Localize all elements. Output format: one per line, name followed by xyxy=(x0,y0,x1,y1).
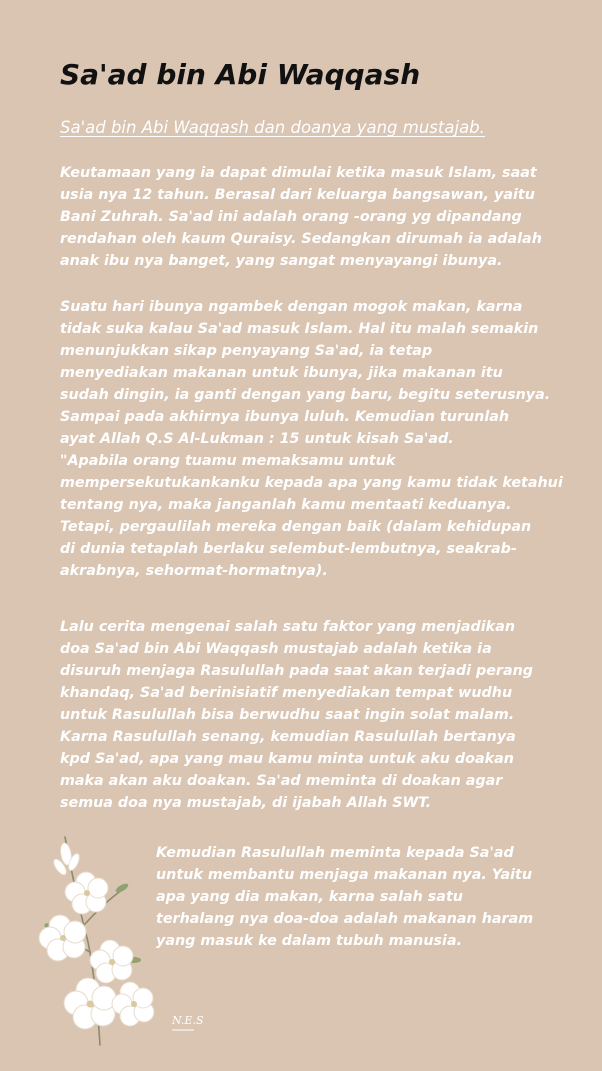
text-line: Sampai pada akhirnya ibunya luluh. Kemudian turunlah xyxy=(60,409,510,425)
signature-underline xyxy=(172,1028,194,1032)
text-line: Karna Rasulullah senang, kemudian Rasulullah bertanya xyxy=(60,729,516,745)
text-line: Tetapi, pergaulilah mereka dengan baik (dalam kehidupan xyxy=(60,519,532,535)
paragraph-4 xyxy=(156,842,556,952)
text-line: untuk membantu menjaga makanan nya. Yaitu xyxy=(156,867,533,883)
text-line: menyediakan makanan untuk ibunya, jika makanan itu xyxy=(60,365,503,381)
signature-text: N.E.S xyxy=(172,1014,204,1027)
text-line: sudah dingin, ia ganti dengan yang baru, begitu seterusnya. xyxy=(60,387,551,403)
text-line: terhalang nya doa-doa adalah makanan haram xyxy=(156,911,534,927)
text-line: apa yang dia makan, karna salah satu xyxy=(156,889,463,905)
text-line: maka akan aku doakan. Sa'ad meminta di doakan agar xyxy=(60,773,503,789)
text-line: rendahan oleh kaum Quraisy. Sedangkan dirumah ia adalah xyxy=(60,231,542,247)
text-line: anak ibu nya banget, yang sangat menyayangi ibunya. xyxy=(60,253,503,269)
text-line: usia nya 12 tahun. Berasal dari keluarga bangsawan, yaitu xyxy=(60,187,535,203)
text-line: akrabnya, sehormat-hormatnya). xyxy=(60,563,328,579)
text-line: Keutamaan yang ia dapat dimulai ketika masuk Islam, saat xyxy=(60,165,537,181)
text-line: "Apabila orang tuamu memaksamu untuk xyxy=(60,453,396,469)
text-line: yang masuk ke dalam tubuh manusia. xyxy=(156,933,463,949)
text-line: menunjukkan sikap penyayang Sa'ad, ia tetap xyxy=(60,343,433,359)
text-line: tidak suka kalau Sa'ad masuk Islam. Hal itu malah semakin xyxy=(60,321,539,337)
paragraph-2 xyxy=(60,296,563,582)
text-line: Kemudian Rasulullah meminta kepada Sa'ad xyxy=(156,845,514,861)
text-line: tentang nya, maka janganlah kamu mentaati keduanya. xyxy=(60,497,512,513)
text-line: semua doa nya mustajab, di ijabah Allah SWT. xyxy=(60,795,432,811)
text-line: Bani Zuhrah. Sa'ad ini adalah orang -orang yg dipandang xyxy=(60,209,522,225)
page-title: Sa'ad bin Abi Waqqash xyxy=(60,58,421,91)
text-line: khandaq, Sa'ad berinisiatif menyediakan tempat wudhu xyxy=(60,685,513,701)
paragraph-1 xyxy=(60,162,550,272)
white-flowers-illustration xyxy=(30,832,170,1047)
text-line: doa Sa'ad bin Abi Waqqash mustajab adalah ketika ia xyxy=(60,641,492,657)
text-line: Lalu cerita mengenai salah satu faktor yang menjadikan xyxy=(60,619,516,635)
text-line: kpd Sa'ad, apa yang mau kamu minta untuk aku doakan xyxy=(60,751,514,767)
text-line: ayat Allah Q.S Al-Lukman : 15 untuk kisah Sa'ad. xyxy=(60,431,454,447)
signature-logo xyxy=(172,1014,203,1032)
text-line: untuk Rasulullah bisa berwudhu saat ingin solat malam. xyxy=(60,707,515,723)
text-line: Suatu hari ibunya ngambek dengan mogok makan, karna xyxy=(60,299,523,315)
text-line: disuruh menjaga Rasulullah pada saat akan terjadi perang xyxy=(60,663,534,679)
page-subtitle: Sa'ad bin Abi Waqqash dan doanya yang mustajab. xyxy=(60,118,485,137)
paragraph-3 xyxy=(60,616,550,814)
text-line: mempersekutukankanku kepada apa yang kamu tidak ketahui xyxy=(60,475,563,491)
text-line: di dunia tetaplah berlaku selembut-lembutnya, seakrab- xyxy=(60,541,517,557)
